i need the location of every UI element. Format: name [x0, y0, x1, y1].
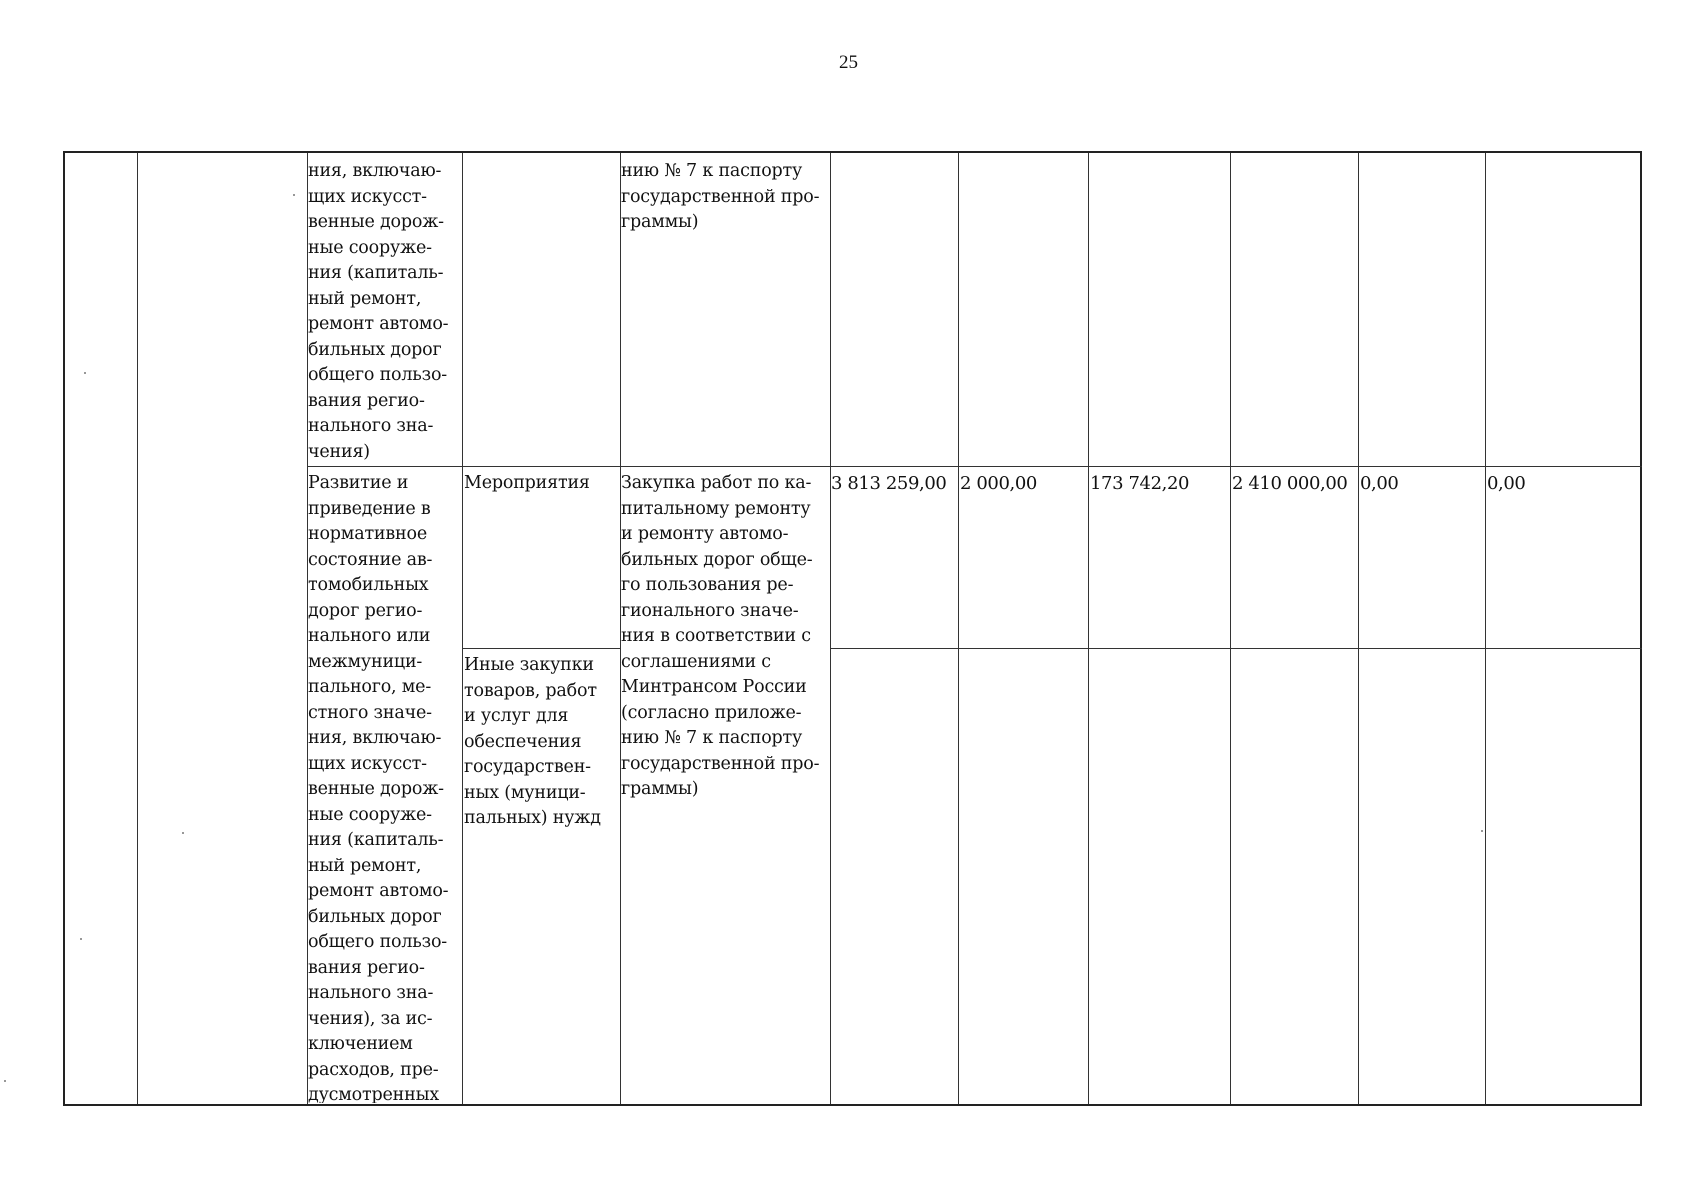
col-divider-7 — [1088, 153, 1089, 1104]
scan-speck — [182, 832, 184, 834]
value-year-2: 173 742,20 — [1090, 473, 1190, 494]
col-divider-6 — [958, 153, 959, 1104]
row-divider-main — [307, 466, 1642, 467]
value-year-4: 0,00 — [1360, 473, 1399, 494]
col-divider-9 — [1358, 153, 1359, 1104]
event-name: Развитие и приведение в нормативное состояние ав- томобильных дорог регио- нального или межмуници- пального, ме- стного значе- ния, включаю- щих искусст- венные дорож- ные сооруже- ния (капиталь- ный ремонт, ремонт автомо- бильных дорог общего пользо- вания регио- нального зна- чения), за ис- ключением расходов, пре- дусмотренных — [308, 473, 449, 1103]
continued-event-name: ния, включаю- щих искусст- венные дорож- ные сооруже- ния (капиталь- ный ремонт, ремонт автомо- бильных дорог общего пользо- вания регио- нального зна- чения) — [308, 161, 449, 462]
value-total: 3 813 259,00 — [831, 473, 947, 494]
col-divider-5 — [830, 153, 831, 1104]
scan-speck — [4, 1080, 6, 1082]
budget-table — [63, 151, 1642, 1106]
scan-speck — [293, 194, 295, 196]
event-type-label: Мероприятия — [464, 473, 590, 493]
value-year-1: 2 000,00 — [960, 473, 1037, 494]
col-divider-10 — [1485, 153, 1486, 1104]
value-year-3: 2 410 000,00 — [1232, 473, 1348, 494]
expense-type-label: Иные закупки товаров, работ и услуг для обеспечения государствен- ных (муници- пальных) нужд — [464, 655, 601, 828]
scan-speck — [1481, 830, 1483, 832]
col-divider-3 — [462, 153, 463, 1104]
scan-speck — [80, 938, 82, 940]
event-description: Закупка работ по ка- питальному ремонту и ремонту автомо- бильных дорог обще- го пользования ре- гионального значе- ния в соответствии с соглашениями с Минтрансом России (согласно приложе- нию № 7 к паспорту государственной про- граммы) — [621, 473, 820, 799]
continued-description: нию № 7 к паспорту государственной про- граммы) — [621, 161, 820, 232]
col-divider-8 — [1230, 153, 1231, 1104]
value-year-5: 0,00 — [1487, 473, 1526, 494]
row-divider-col4 — [462, 648, 620, 649]
scan-speck — [84, 372, 86, 374]
page-number: 25 — [839, 52, 858, 73]
row-divider-values — [830, 648, 1642, 649]
col-divider-1 — [137, 153, 138, 1104]
